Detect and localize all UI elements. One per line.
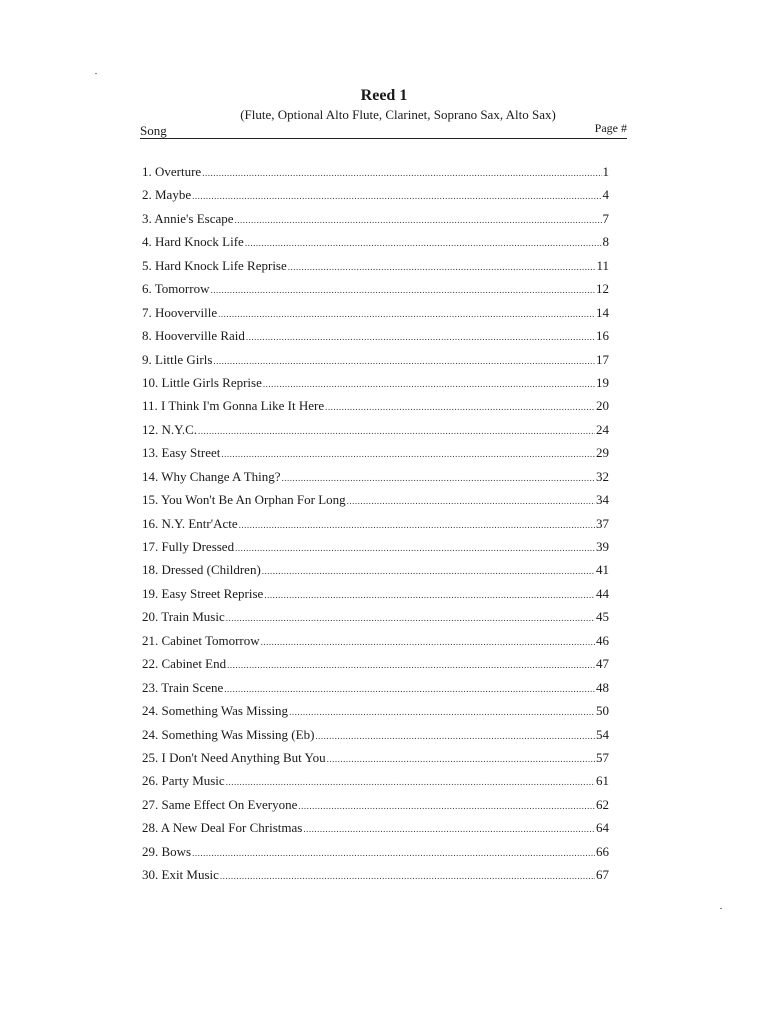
list-item [142, 769, 609, 792]
list-item [142, 512, 609, 535]
list-item [142, 535, 609, 558]
scan-speck [720, 908, 722, 909]
dot-leader [262, 560, 595, 583]
page-number: 50 [596, 703, 609, 719]
page-number: 11 [596, 257, 609, 273]
list-item [142, 183, 609, 206]
dot-leader [298, 795, 595, 818]
dot-leader [202, 162, 601, 185]
scan-speck [95, 73, 97, 74]
page-number: 61 [596, 773, 609, 789]
dot-leader [282, 467, 595, 490]
page-number: 37 [596, 515, 609, 531]
song-title: 10. Little Girls Reprise [142, 374, 262, 390]
song-title: 20. Train Music [142, 609, 225, 625]
song-title: 27. Same Effect On Everyone [142, 796, 298, 812]
list-item [142, 465, 609, 488]
list-item [142, 652, 609, 675]
song-title: 17. Fully Dressed [142, 539, 235, 554]
song-title: 3. Annie's Escape [142, 210, 234, 226]
page-number: 39 [596, 539, 609, 554]
instrument-subtitle: (Flute, Optional Alto Flute, Clarinet, Soprano Sax, Alto Sax) [240, 107, 556, 122]
song-title: 2. Maybe [142, 187, 192, 203]
list-item [142, 746, 609, 769]
page-number: 20 [596, 398, 609, 414]
list-item [142, 230, 609, 253]
list-item [142, 301, 609, 324]
dot-leader [327, 748, 595, 771]
dot-leader [235, 209, 602, 232]
dot-leader [347, 490, 595, 513]
list-item [142, 840, 609, 863]
dot-leader [218, 303, 595, 326]
dot-leader [288, 256, 596, 279]
list-item [142, 348, 609, 371]
page-number: 32 [596, 468, 609, 484]
dot-leader [210, 279, 595, 302]
song-title: 25. I Don't Need Anything But You [142, 749, 326, 765]
song-title: 18. Dressed (Children) [142, 562, 261, 578]
song-title: 14. Why Change A Thing? [142, 468, 281, 484]
page-number: 46 [596, 632, 609, 648]
song-title: 6. Tomorrow [142, 281, 210, 297]
song-title: 16. N.Y. Entr'Acte [142, 515, 238, 531]
dot-leader [224, 678, 595, 701]
list-item [142, 371, 609, 394]
list-item [142, 277, 609, 300]
list-item [142, 160, 609, 183]
dot-leader [226, 771, 595, 794]
song-title: 24. Something Was Missing (Eb) [142, 726, 315, 742]
list-item [142, 793, 609, 816]
list-item [142, 723, 609, 746]
dot-leader [263, 373, 595, 396]
dot-leader [261, 631, 595, 654]
page-number: 8 [602, 234, 609, 250]
page-number: 41 [596, 562, 609, 578]
song-title: 21. Cabinet Tomorrow [142, 632, 260, 648]
page-number: 66 [596, 843, 609, 859]
page-number: 62 [596, 796, 609, 812]
song-title: 28. A New Deal For Christmas [142, 820, 303, 836]
page-number: 57 [596, 749, 609, 765]
list-item [142, 629, 609, 652]
list-item [142, 441, 609, 464]
list-item [142, 605, 609, 628]
header-divider [140, 138, 627, 139]
dot-leader [246, 326, 595, 349]
song-title: 4. Hard Knock Life [142, 234, 244, 250]
song-title: 12. N.Y.C. [142, 421, 198, 437]
list-item [142, 676, 609, 699]
song-title: 11. I Think I'm Gonna Like It Here [142, 398, 325, 414]
page-number: 29 [596, 445, 609, 461]
song-column-header: Song [140, 123, 167, 138]
song-title: 23. Train Scene [142, 679, 224, 695]
dot-leader [226, 607, 595, 630]
page-number: 54 [596, 726, 609, 742]
page-number: 64 [596, 820, 609, 836]
list-item [142, 394, 609, 417]
song-list [142, 160, 609, 887]
dot-leader [239, 514, 595, 537]
page-number: 16 [596, 328, 609, 344]
song-title: 8. Hooverville Raid [142, 328, 245, 344]
page-title: Reed 1 [360, 87, 408, 104]
dot-leader [192, 185, 601, 208]
dot-leader [198, 420, 595, 443]
list-item [142, 558, 609, 581]
page-number: 14 [596, 304, 609, 320]
song-title: 29. Bows [142, 843, 192, 859]
list-item [142, 324, 609, 347]
page-number: 48 [596, 679, 609, 695]
dot-leader [192, 842, 595, 865]
page-number: 47 [596, 656, 609, 672]
page-number: 19 [596, 374, 609, 390]
list-item [142, 254, 609, 277]
song-title: 15. You Won't Be An Orphan For Long [142, 492, 346, 508]
dot-leader [325, 396, 595, 419]
page-number: 34 [596, 492, 609, 508]
dot-leader [227, 654, 595, 677]
page-column-header: Page # [594, 121, 627, 135]
page-number: 24 [596, 421, 609, 437]
list-item [142, 816, 609, 839]
list-item [142, 699, 609, 722]
list-item [142, 863, 609, 886]
song-title: 30. Exit Music [142, 867, 219, 883]
page-number: 12 [596, 281, 609, 297]
dot-leader [245, 232, 602, 255]
page-number: 44 [596, 585, 609, 601]
dot-leader [264, 584, 595, 607]
list-item [142, 488, 609, 511]
dot-leader [235, 537, 595, 560]
song-title: 7. Hooverville [142, 304, 218, 320]
page-number: 17 [596, 351, 609, 367]
song-title: 5. Hard Knock Life Reprise [142, 257, 287, 273]
page-number: 4 [602, 187, 609, 203]
song-title: 13. Easy Street [142, 445, 221, 461]
page-number: 7 [602, 210, 609, 226]
dot-leader [213, 350, 595, 373]
list-item [142, 582, 609, 605]
dot-leader [315, 725, 595, 748]
list-item [142, 418, 609, 441]
page-number: 45 [596, 609, 609, 625]
song-title: 26. Party Music [142, 773, 225, 789]
dot-leader [220, 865, 595, 888]
page-number: 1 [602, 164, 609, 179]
song-title: 9. Little Girls [142, 351, 213, 367]
dot-leader [289, 701, 595, 724]
dot-leader [221, 443, 595, 466]
song-title: 19. Easy Street Reprise [142, 585, 264, 601]
page-number: 67 [596, 867, 609, 883]
song-title: 22. Cabinet End [142, 656, 227, 672]
list-item [142, 207, 609, 230]
dot-leader [303, 818, 595, 841]
song-title: 24. Something Was Missing [142, 703, 289, 719]
song-title: 1. Overture [142, 164, 202, 179]
